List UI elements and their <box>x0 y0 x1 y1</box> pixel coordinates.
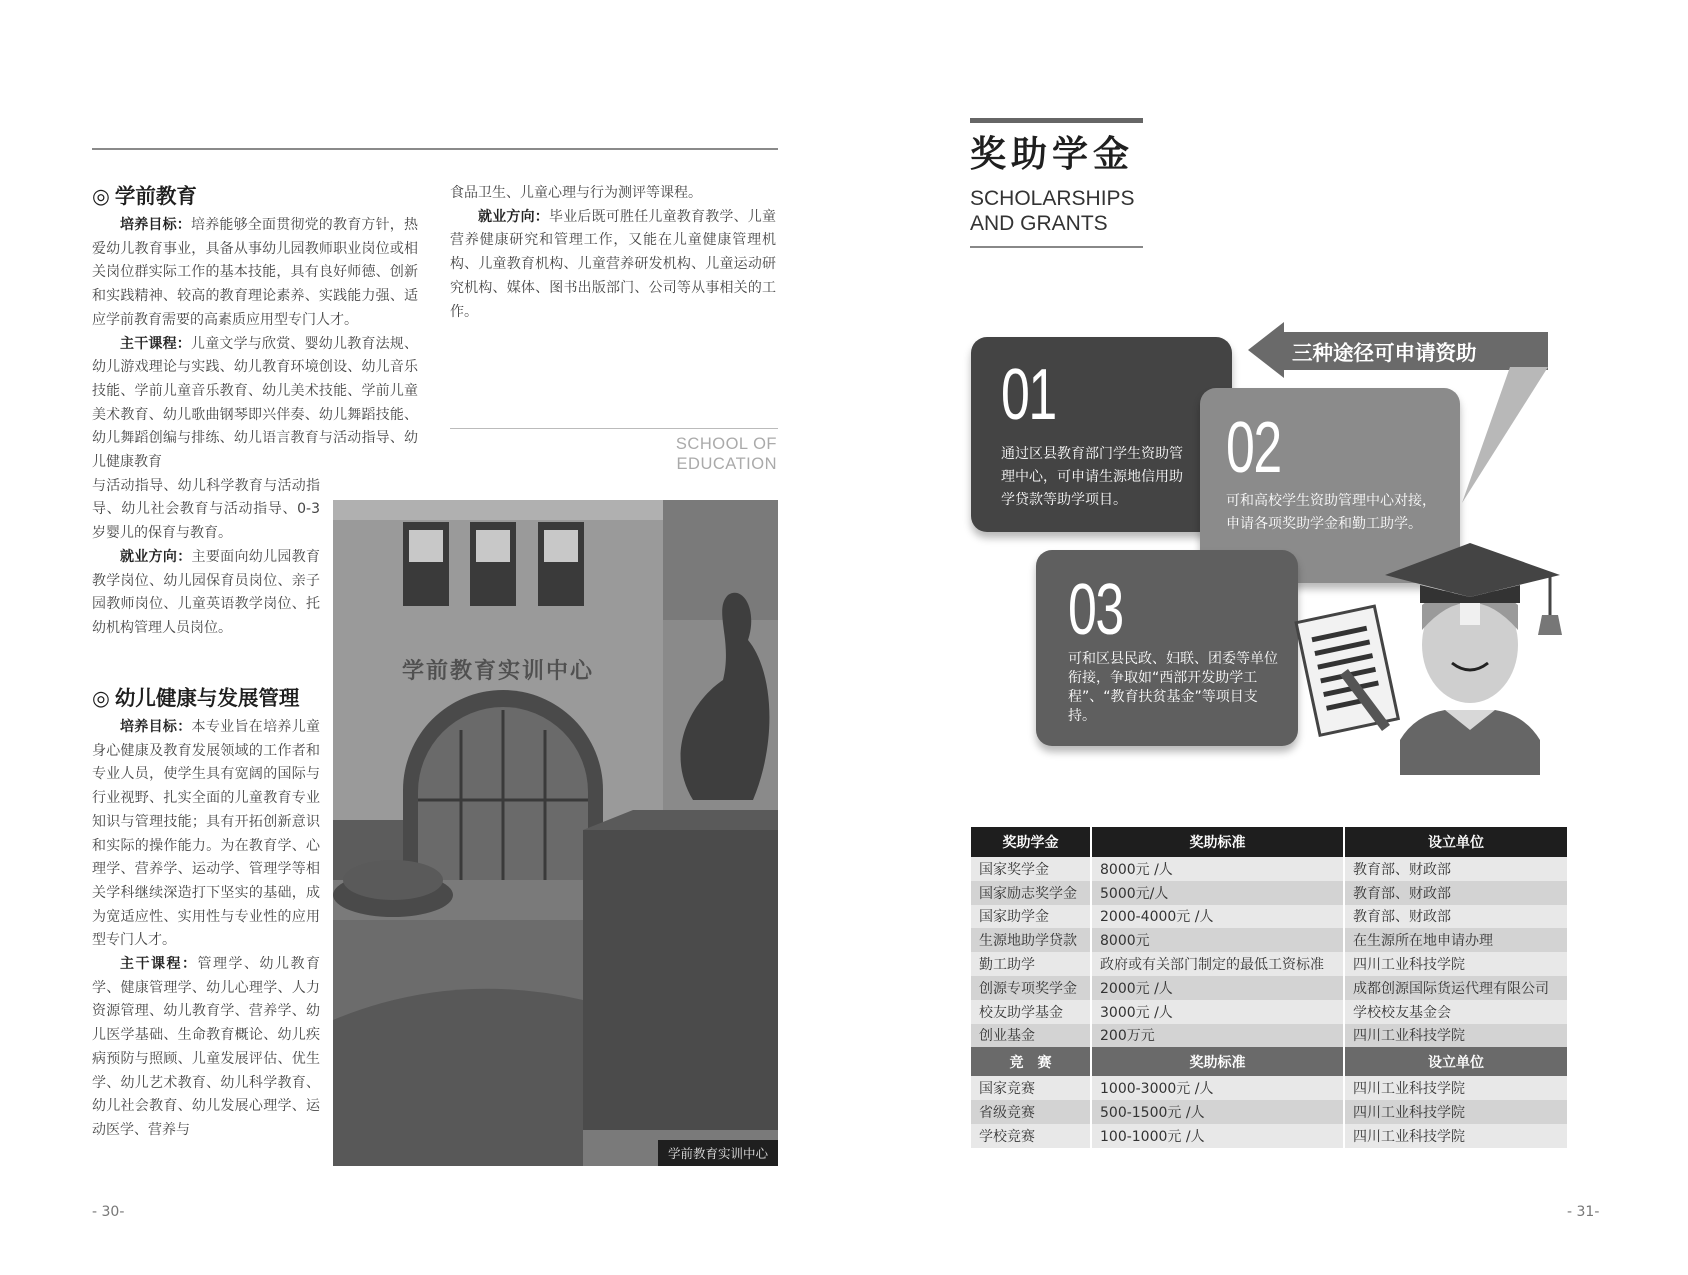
table-cell: 国家竞赛 <box>971 1076 1091 1100</box>
section-title-child-health <box>92 684 320 712</box>
table-cell: 教育部、财政部 <box>1344 857 1567 881</box>
card-number: 02 <box>1226 408 1281 488</box>
school-label-line1: SCHOOL OF <box>675 435 777 453</box>
table-cell: 学校校友基金会 <box>1344 1000 1567 1024</box>
goal-label: 培养目标： <box>120 217 191 233</box>
course-paragraph-cont: 食品卫生、儿童心理与行为测评等课程。 <box>450 185 702 201</box>
section-title-text: 幼儿健康与发展管理 <box>114 686 300 710</box>
photo-caption: 学前教育实训中心 <box>658 1140 778 1166</box>
title-bar-bottom <box>970 246 1143 248</box>
page-title: 奖助学金 <box>970 134 1135 175</box>
training-center-photo <box>333 500 778 1166</box>
header-cell: 奖助学金 <box>971 827 1091 857</box>
speech-tail-shape <box>1460 365 1550 505</box>
subtitle-line2: AND GRANTS <box>970 212 1108 235</box>
card-number: 03 <box>1068 570 1123 650</box>
course-paragraph-cont: 与活动指导、幼儿科学教育与活动指导、幼儿社会教育与活动指导、0-3岁婴儿的保育与教育。 <box>92 477 320 542</box>
table-row <box>971 1100 1567 1124</box>
table-cell: 省级竞赛 <box>971 1100 1091 1124</box>
header-cell: 竞 赛 <box>971 1047 1091 1076</box>
table-cell: 学校竞赛 <box>971 1124 1091 1148</box>
table-row <box>971 857 1567 881</box>
course-text: 儿童文学与欣赏、婴幼儿教育法规、幼儿游戏理论与实践、幼儿教育环境创设、幼儿音乐技能、学前儿童音乐教育、幼儿美术技能、学前儿童美术教育、幼儿歌曲钢琴即兴伴奏、幼儿舞蹈技能、幼儿舞蹈创编与排练、幼儿语言教育与活动指导、幼儿健康教育 <box>92 335 418 471</box>
table-cell: 四川工业科技学院 <box>1344 1076 1567 1100</box>
school-label <box>620 434 777 474</box>
title-bar-top <box>970 118 1143 123</box>
table-cell: 3000元 /人 <box>1091 1000 1344 1024</box>
table-row <box>971 1076 1567 1100</box>
card-number: 01 <box>1001 355 1056 435</box>
career-text: 毕业后既可胜任儿童教育教学、儿童营养健康研究和管理工作，又能在儿童健康管理机构、儿童教育机构、儿童营养研发机构、儿童运动研究机构、媒体、图书出版部门、公司等从事相关的工作。 <box>450 208 776 320</box>
career-paragraph <box>92 546 320 641</box>
page-number-left: - 30- <box>92 1204 125 1220</box>
graduate-icon <box>1280 535 1580 775</box>
table-subheader <box>971 1047 1567 1076</box>
card-text: 通过区县教育部门学生资助管理中心，可申请生源地信用助学贷款等助学项目。 <box>1001 446 1183 508</box>
card-route-01 <box>971 337 1232 532</box>
section-child-health-cont <box>450 182 776 324</box>
header-cell: 奖助标准 <box>1091 827 1344 857</box>
table-cell: 政府或有关部门制定的最低工资标准 <box>1091 952 1344 976</box>
table-cell: 100-1000元 /人 <box>1091 1124 1344 1148</box>
table-cell: 勤工助学 <box>971 952 1091 976</box>
card-route-03 <box>1036 550 1298 746</box>
section-mark-icon: ◎ <box>92 184 110 208</box>
table-cell: 四川工业科技学院 <box>1344 1100 1567 1124</box>
course-label: 主干课程： <box>120 335 191 352</box>
table-cell: 成都创源国际货运代理有限公司 <box>1344 976 1567 1000</box>
table-cell: 国家助学金 <box>971 905 1091 929</box>
table-cell: 四川工业科技学院 <box>1344 952 1567 976</box>
table-cell: 200万元 <box>1091 1024 1344 1048</box>
course-label: 主干课程： <box>120 956 198 973</box>
header-cell: 设立单位 <box>1344 1047 1567 1076</box>
card-text: 可和区县民政、妇联、团委等单位衔接，争取如“西部开发助学工程”、“教育扶贫基金”等项目支持。 <box>1068 651 1278 724</box>
top-divider <box>92 148 778 150</box>
page-subtitle <box>970 186 1135 236</box>
table-cell: 四川工业科技学院 <box>1344 1024 1567 1048</box>
course-text: 管理学、幼儿教育学、健康管理学、幼儿心理学、人力资源管理、幼儿教育学、营养学、幼儿医学基础、生命教育概论、幼儿疾病预防与照顾、儿童发展评估、优生学、幼儿艺术教育、幼儿科学教育、幼儿社会教育、幼儿发展心理学、运动医学、营养与 <box>92 956 320 1138</box>
table-cell: 四川工业科技学院 <box>1344 1124 1567 1148</box>
table-cell: 5000元/人 <box>1091 881 1344 905</box>
table-cell: 8000元 /人 <box>1091 857 1344 881</box>
section-title-text: 学前教育 <box>114 184 197 208</box>
career-label: 就业方向： <box>478 208 549 225</box>
table-row <box>971 1124 1567 1148</box>
subtitle-line1: SCHOLARSHIPS <box>970 187 1135 210</box>
table-cell: 校友助学基金 <box>971 1000 1091 1024</box>
header-cell: 奖助标准 <box>1091 1047 1344 1076</box>
section-child-health <box>92 684 320 1143</box>
table-cell: 创业基金 <box>971 1024 1091 1048</box>
svg-text:学前教育实训中心: 学前教育实训中心 <box>401 659 595 684</box>
table-cell: 2000-4000元 /人 <box>1091 905 1344 929</box>
table-cell: 教育部、财政部 <box>1344 905 1567 929</box>
table-row <box>971 952 1567 976</box>
goal-paragraph <box>92 214 418 333</box>
table-row <box>971 905 1567 929</box>
scholarship-table <box>971 827 1567 1148</box>
table-cell: 2000元 /人 <box>1091 976 1344 1000</box>
table-cell: 国家奖学金 <box>971 857 1091 881</box>
table-cell: 创源专项奖学金 <box>971 976 1091 1000</box>
column-divider <box>450 428 778 429</box>
table-cell: 1000-3000元 /人 <box>1091 1076 1344 1100</box>
table-row <box>971 928 1567 952</box>
goal-paragraph <box>92 716 320 953</box>
goal-text: 培养能够全面贯彻党的教育方针，热爱幼儿教育事业，具备从事幼儿园教师职业岗位或相关岗位群实际工作的基本技能，具有良好师德、创新和实践精神、较高的教育理论素养、实践能力强、适应学前教育需要的高素质应用型专门人才。 <box>92 217 418 328</box>
goal-text: 本专业旨在培养儿童身心健康及教育发展领域的工作者和专业人员，使学生具有宽阔的国际与行业视野、扎实全面的儿童教育专业知识与管理技能；具有开拓创新意识和实际的操作能力。为在教育学、心理学、营养学、运动学、管理学等相关学科继续深造打下坚实的基础，成为宽适应性、实用性与专业性的应用型专门人才。 <box>92 719 321 949</box>
table-cell: 生源地助学贷款 <box>971 928 1091 952</box>
building-illustration <box>333 500 778 1166</box>
course-paragraph <box>92 333 418 475</box>
career-text: 主要面向幼儿园教育教学岗位、幼儿园保育员岗位、亲子园教师岗位、儿童英语教学岗位、托幼机构管理人员岗位。 <box>92 548 321 636</box>
section-title-preschool <box>92 182 418 210</box>
page-number-right: - 31- <box>1567 1204 1600 1220</box>
course-paragraph <box>92 953 320 1143</box>
header-cell: 设立单位 <box>1344 827 1567 857</box>
career-paragraph <box>450 206 776 325</box>
table-cell: 国家励志奖学金 <box>971 881 1091 905</box>
card-text: 可和高校学生资助管理中心对接，申请各项奖助学金和勤工助学。 <box>1226 493 1436 532</box>
school-label-line2: EDUCATION <box>676 455 777 473</box>
table-row <box>971 1000 1567 1024</box>
goal-label: 培养目标： <box>120 719 192 735</box>
table-cell: 在生源所在地申请办理 <box>1344 928 1567 952</box>
career-label: 就业方向： <box>120 548 192 565</box>
table-cell: 8000元 <box>1091 928 1344 952</box>
table-row <box>971 976 1567 1000</box>
section-mark-icon: ◎ <box>92 686 110 710</box>
banner-text: 三种途径可申请资助 <box>1292 341 1477 365</box>
table-row <box>971 1024 1567 1048</box>
table-cell: 500-1500元 /人 <box>1091 1100 1344 1124</box>
table-header <box>971 827 1567 857</box>
table-row <box>971 881 1567 905</box>
table-cell: 教育部、财政部 <box>1344 881 1567 905</box>
